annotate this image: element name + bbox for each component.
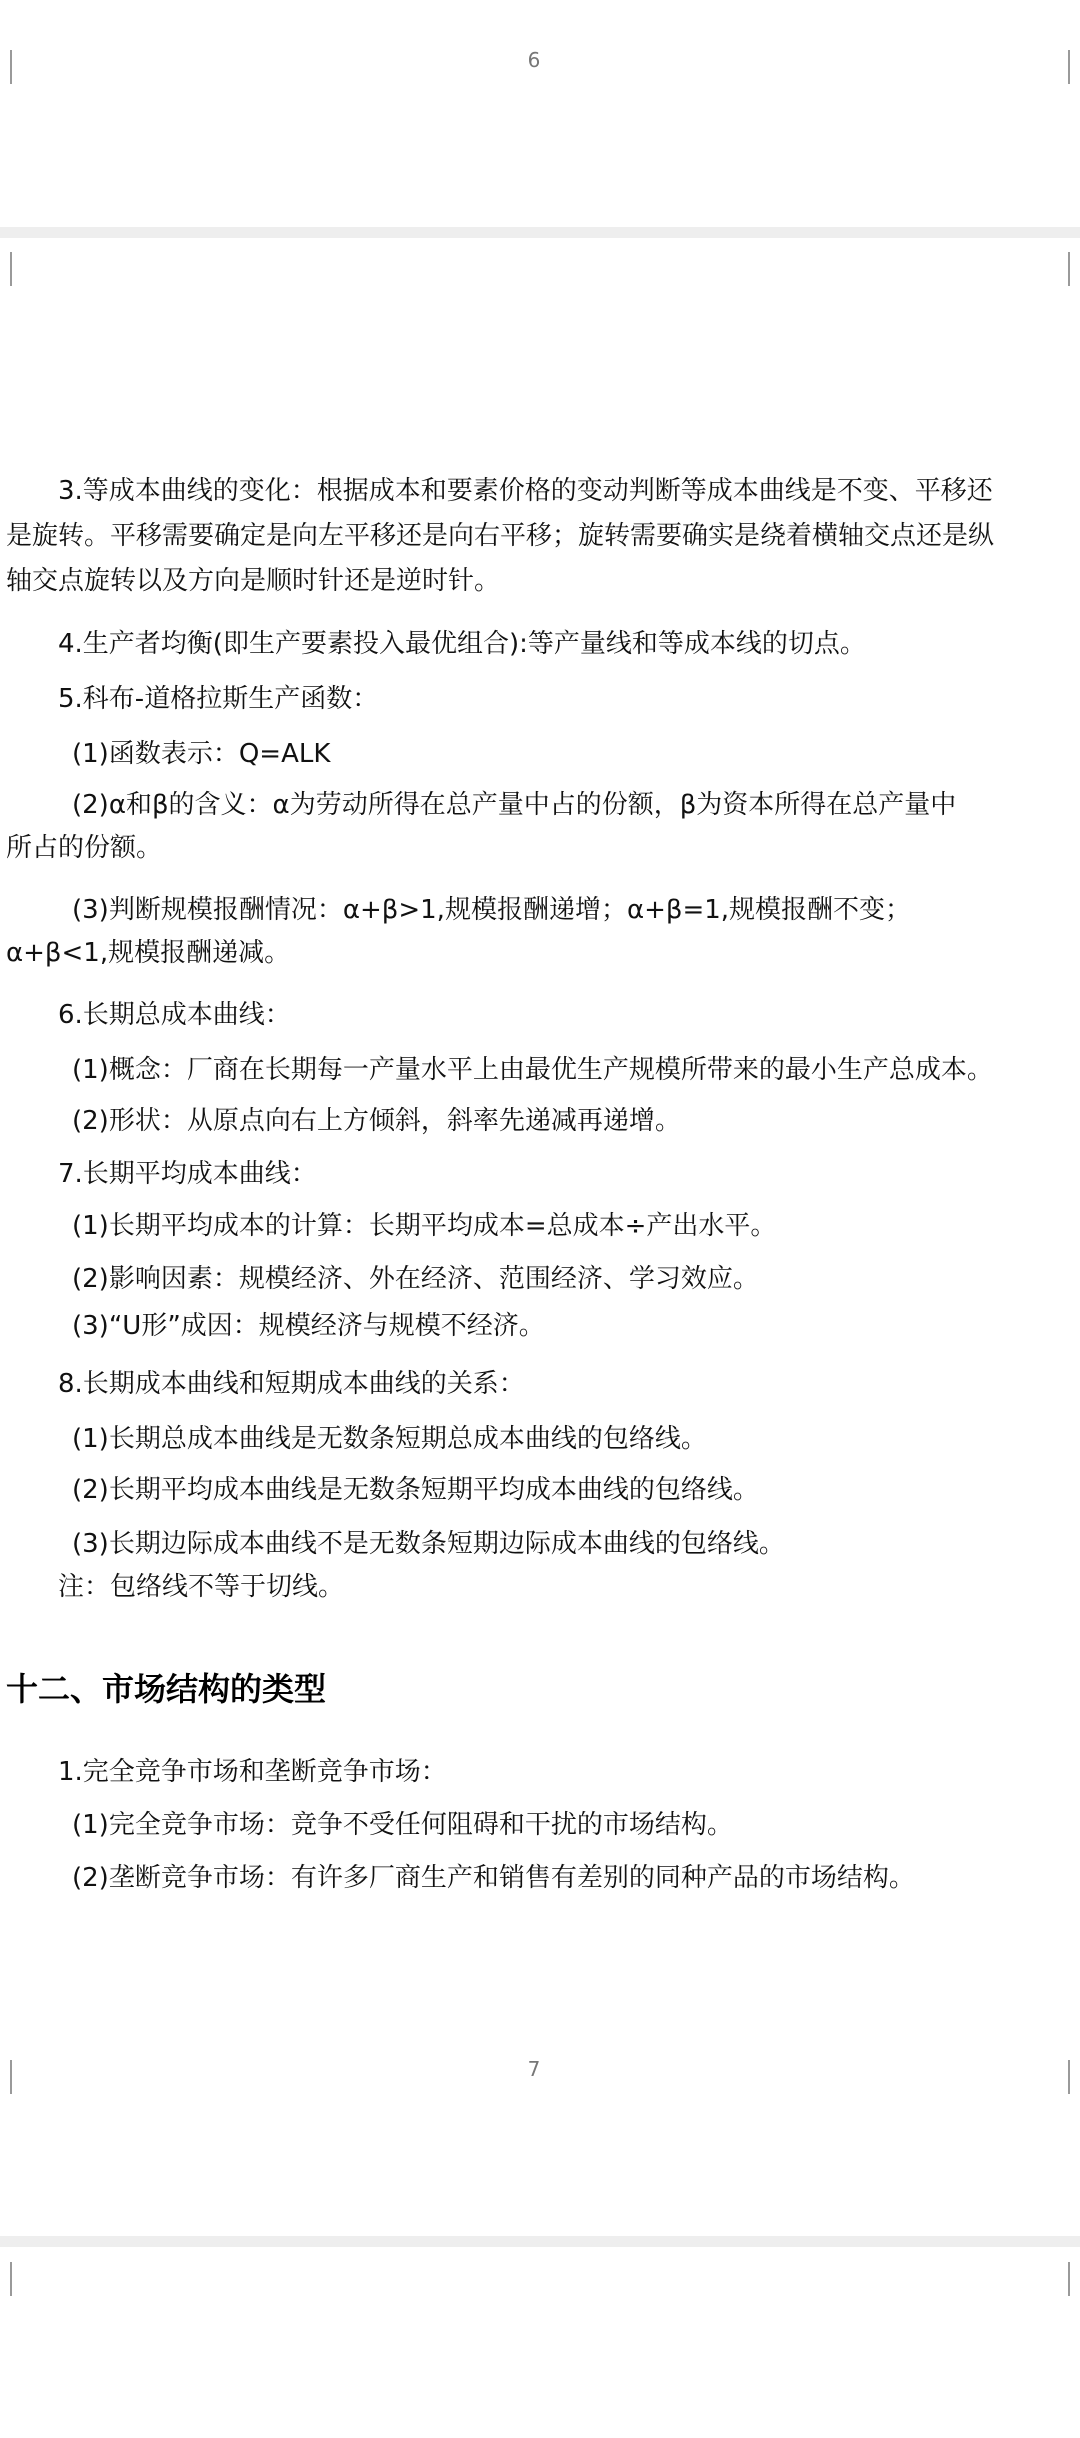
page-separator-1 bbox=[0, 227, 1080, 238]
crop-mark-page8-top-right bbox=[1068, 2262, 1080, 2296]
item-5-2-line-1: (2)α和β的含义：α为劳动所得在总产量中占的份额，β为资本所得在总产量中 bbox=[72, 790, 957, 820]
item-7-3: (3)“U形”成因：规模经济与规模不经济。 bbox=[72, 1311, 545, 1341]
item-3-line-1: 3.等成本曲线的变化：根据成本和要素价格的变动判断等成本曲线是不变、平移还 bbox=[58, 476, 993, 506]
page-separator-2 bbox=[0, 2236, 1080, 2247]
item-8-1: (1)长期总成本曲线是无数条短期总成本曲线的包络线。 bbox=[72, 1424, 707, 1454]
item-8-3: (3)长期边际成本曲线不是无数条短期边际成本曲线的包络线。 bbox=[72, 1529, 785, 1559]
item-8: 8.长期成本曲线和短期成本曲线的关系： bbox=[58, 1369, 525, 1399]
crop-mark-bottom-right bbox=[1068, 2060, 1080, 2094]
item-6-1: (1)概念：厂商在长期每一产量水平上由最优生产规模所带来的最小生产总成本。 bbox=[72, 1055, 993, 1085]
item-4: 4.生产者均衡(即生产要素投入最优组合):等产量线和等成本线的切点。 bbox=[58, 629, 866, 659]
crop-mark-top-left bbox=[0, 50, 12, 84]
item-5-2-line-2: 所占的份额。 bbox=[6, 833, 163, 863]
item-5: 5.科布-道格拉斯生产函数： bbox=[58, 684, 379, 714]
crop-mark-page7-top-left bbox=[0, 252, 12, 286]
page-number-top: 6 bbox=[527, 48, 541, 72]
item-5-3-line-1: (3)判断规模报酬情况：α+β>1,规模报酬递增；α+β=1,规模报酬不变； bbox=[72, 895, 912, 925]
note: 注：包络线不等于切线。 bbox=[58, 1572, 345, 1602]
section-heading: 十二、市场结构的类型 bbox=[6, 1670, 327, 1708]
item-7: 7.长期平均成本曲线： bbox=[58, 1159, 317, 1189]
item-5-3-line-2: α+β<1,规模报酬递减。 bbox=[6, 938, 291, 968]
section-12-item-1-2: (2)垄断竞争市场：有许多厂商生产和销售有差别的同种产品的市场结构。 bbox=[72, 1863, 915, 1893]
crop-mark-page8-top-left bbox=[0, 2262, 12, 2296]
item-6-2: (2)形状：从原点向右上方倾斜，斜率先递减再递增。 bbox=[72, 1106, 681, 1136]
item-8-2: (2)长期平均成本曲线是无数条短期平均成本曲线的包络线。 bbox=[72, 1475, 759, 1505]
crop-mark-page7-top-right bbox=[1068, 252, 1080, 286]
item-6: 6.长期总成本曲线： bbox=[58, 1000, 291, 1030]
crop-mark-bottom-left bbox=[0, 2060, 12, 2094]
item-3-line-3: 轴交点旋转以及方向是顺时针还是逆时针。 bbox=[6, 566, 501, 596]
item-7-2: (2)影响因素：规模经济、外在经济、范围经济、学习效应。 bbox=[72, 1264, 759, 1294]
page-number-bottom: 7 bbox=[527, 2057, 541, 2081]
section-12-item-1: 1.完全竞争市场和垄断竞争市场： bbox=[58, 1757, 447, 1787]
crop-mark-top-right bbox=[1068, 50, 1080, 84]
item-7-1: (1)长期平均成本的计算：长期平均成本=总成本÷产出水平。 bbox=[72, 1211, 777, 1241]
item-3-line-2: 是旋转。平移需要确定是向左平移还是向右平移；旋转需要确实是绕着横轴交点还是纵 bbox=[6, 521, 995, 551]
item-5-1: (1)函数表示：Q=ALK bbox=[72, 739, 331, 769]
section-12-item-1-1: (1)完全竞争市场：竞争不受任何阻碍和干扰的市场结构。 bbox=[72, 1810, 733, 1840]
